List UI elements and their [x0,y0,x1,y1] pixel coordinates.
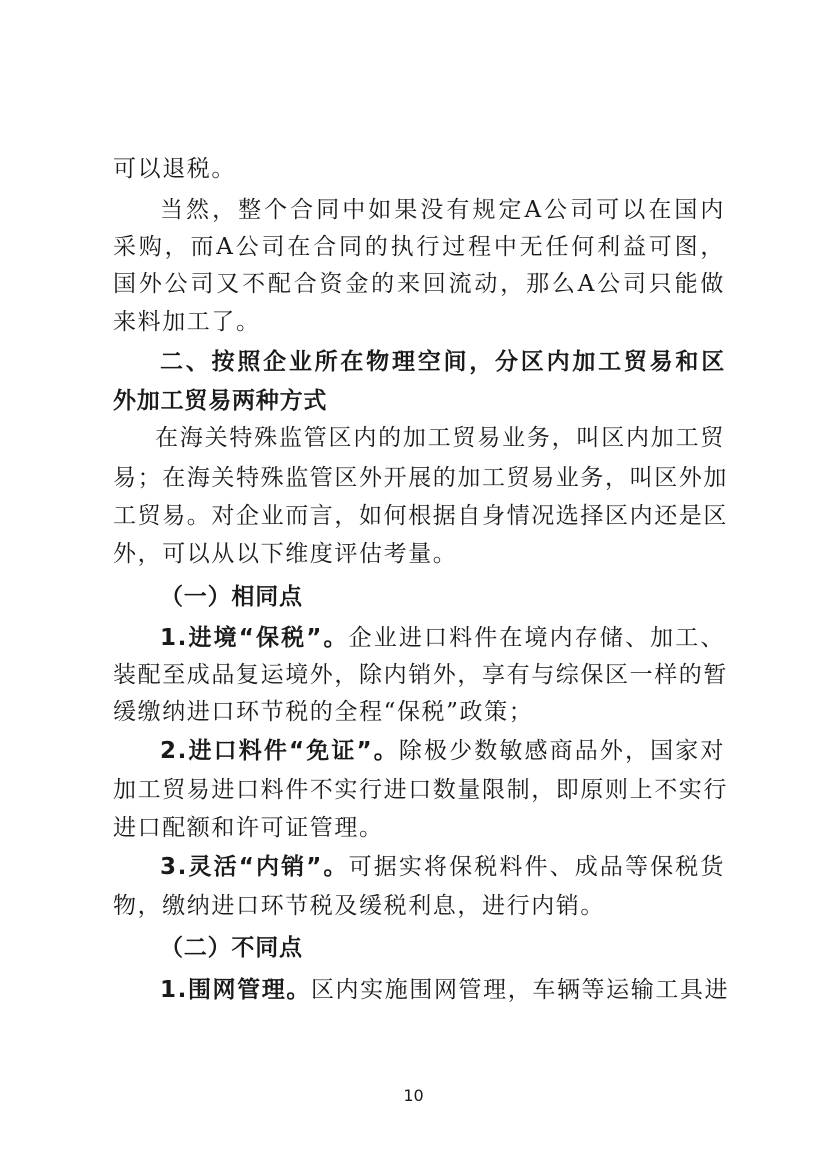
paragraph-line: 进口配额和许可证管理。 [113,815,384,841]
list-item-text: 企业进口料件在境内存储、加工、 [348,625,726,651]
paragraph-line: 易；在海关特殊监管区外开展的加工贸易业务，叫区外加 [113,465,728,491]
section-heading: 外加工贸易两种方式 [113,388,328,414]
list-item [160,852,725,882]
list-item-title: 1.围网管理。 [160,977,311,1003]
page-number: 10 [403,1086,424,1105]
list-item-title: 3.灵活“内销”。 [160,854,349,880]
paragraph-line: 来料加工了。 [113,309,261,335]
paragraph-line: 加工贸易进口料件不实行进口数量限制，即原则上不实行 [113,777,728,803]
list-item [160,736,725,766]
list-item [160,623,725,653]
paragraph-line: 采购，而A公司在合同的执行过程中无任何利益可图， [113,234,725,260]
list-item-text: 区内实施围网管理，车辆等运输工具进 [310,977,730,1003]
paragraph-line: 缓缴纳进口环节税的全程“保税”政策； [113,699,534,725]
paragraph-line: 装配至成品复运境外，除内销外，享有与综保区一样的暂 [113,662,728,688]
list-item-text: 除极少数敏感商品外，国家对 [398,738,725,764]
paragraph-line: 外，可以从以下维度评估考量。 [113,541,458,567]
list-item-title: 2.进口料件“免证”。 [160,738,399,764]
paragraph-line: 当然，整个合同中如果没有规定A公司可以在国内 [160,197,725,223]
list-item [160,975,730,1005]
paragraph-line: 工贸易。对企业而言，如何根据自身情况选择区内还是区 [113,503,728,529]
paragraph-line: 物，缴纳进口环节税及缓税利息，进行内销。 [113,893,605,919]
list-item-text: 可据实将保税料件、成品等保税货 [348,854,726,880]
paragraph-line: 国外公司又不配合资金的来回流动，那么A公司只能做 [113,271,725,297]
subsection-heading: （一）相同点 [160,584,303,610]
list-item-title: 1.进境“保税”。 [160,625,349,651]
paragraph-line: 可以退税。 [113,156,236,182]
subsection-heading: （二）不同点 [160,935,303,961]
section-heading: 二、按照企业所在物理空间，分区内加工贸易和区 [160,349,725,375]
paragraph-line: 在海关特殊监管区内的加工贸易业务，叫区内加工贸 [155,425,725,451]
